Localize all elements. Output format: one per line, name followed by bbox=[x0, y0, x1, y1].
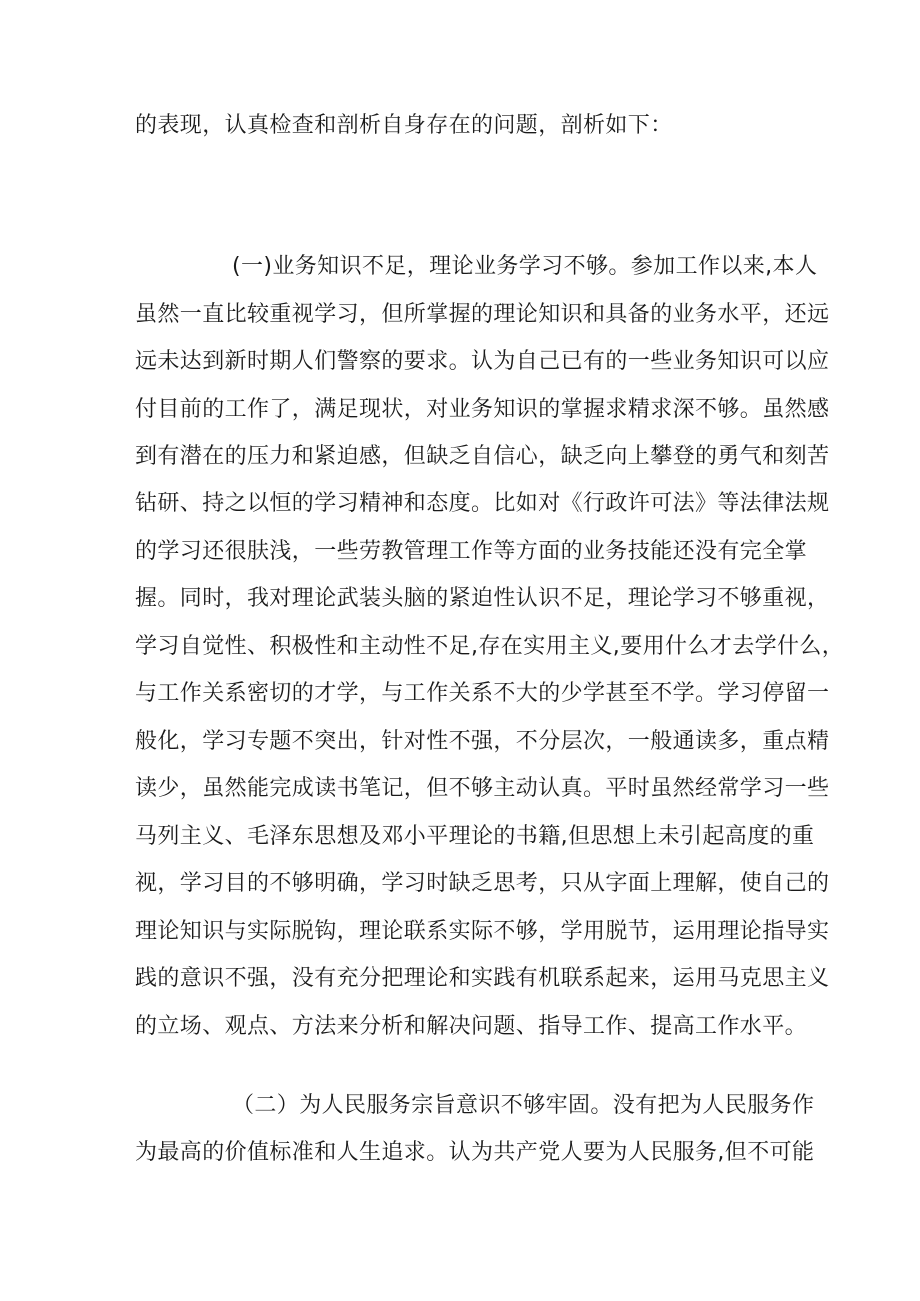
text-line: 付目前的工作了，满足现状，对业务知识的掌握求精求深不够。虽然感 bbox=[135, 397, 830, 422]
text-line: 的学习还很肤浅，一些劳教管理工作等方面的业务技能还没有完全掌 bbox=[135, 539, 808, 564]
text-line: 践的意识不强，没有充分把理论和实践有机联系起来，运用马克思主义 bbox=[135, 966, 830, 991]
text-line: 到有潜在的压力和紧迫感，但缺乏自信心，缺乏向上攀登的勇气和刻苦 bbox=[135, 444, 830, 469]
text-line: 马列主义、毛泽东思想及邓小平理论的书籍,但思想上未引起高度的重 bbox=[135, 824, 815, 849]
text-line: 的表现，认真检查和剖析自身存在的问题，剖析如下： bbox=[135, 113, 673, 138]
text-line: 理论知识与实际脱钩，理论联系实际不够，学用脱节，运用理论指导实 bbox=[135, 919, 830, 944]
text-line: 虽然一直比较重视学习，但所掌握的理论知识和具备的业务水平，还远 bbox=[135, 302, 830, 327]
text-line: 远未达到新时期人们警察的要求。认为自己已有的一些业务知识可以应 bbox=[135, 349, 830, 374]
section-heading-2: （二）为人民服务宗旨意识不够牢固。没有把为人民服务作 bbox=[232, 1093, 815, 1118]
text-line: 学习自觉性、积极性和主动性不足,存在实用主义,要用什么才去学什么， bbox=[135, 634, 845, 659]
text-line: 钻研、持之以恒的学习精神和态度。比如对《行政许可法》等法律法规 bbox=[135, 491, 830, 516]
text-line: 握。同时，我对理论武装头脑的紧迫性认识不足，理论学习不够重视， bbox=[135, 586, 830, 611]
text-line: 般化，学习专题不突出，针对性不强，不分层次，一般通读多，重点精 bbox=[135, 729, 830, 754]
text-line: 为最高的价值标准和人生追求。认为共产党人要为人民服务,但不可能 bbox=[135, 1140, 815, 1165]
text-line: 读少，虽然能完成读书笔记，但不够主动认真。平时虽然经常学习一些 bbox=[135, 776, 830, 801]
text-line: 与工作关系密切的才学，与工作关系不大的少学甚至不学。学习停留一 bbox=[135, 681, 830, 706]
text-line: 视，学习目的不够明确，学习时缺乏思考，只从字面上理解，使自己的 bbox=[135, 871, 830, 896]
text-line: 的立场、观点、方法来分析和解决问题、指导工作、提高工作水平。 bbox=[135, 1014, 808, 1039]
section-heading-1: (一)业务知识不足，理论业务学习不够。参加工作以来,本人 bbox=[232, 254, 818, 279]
